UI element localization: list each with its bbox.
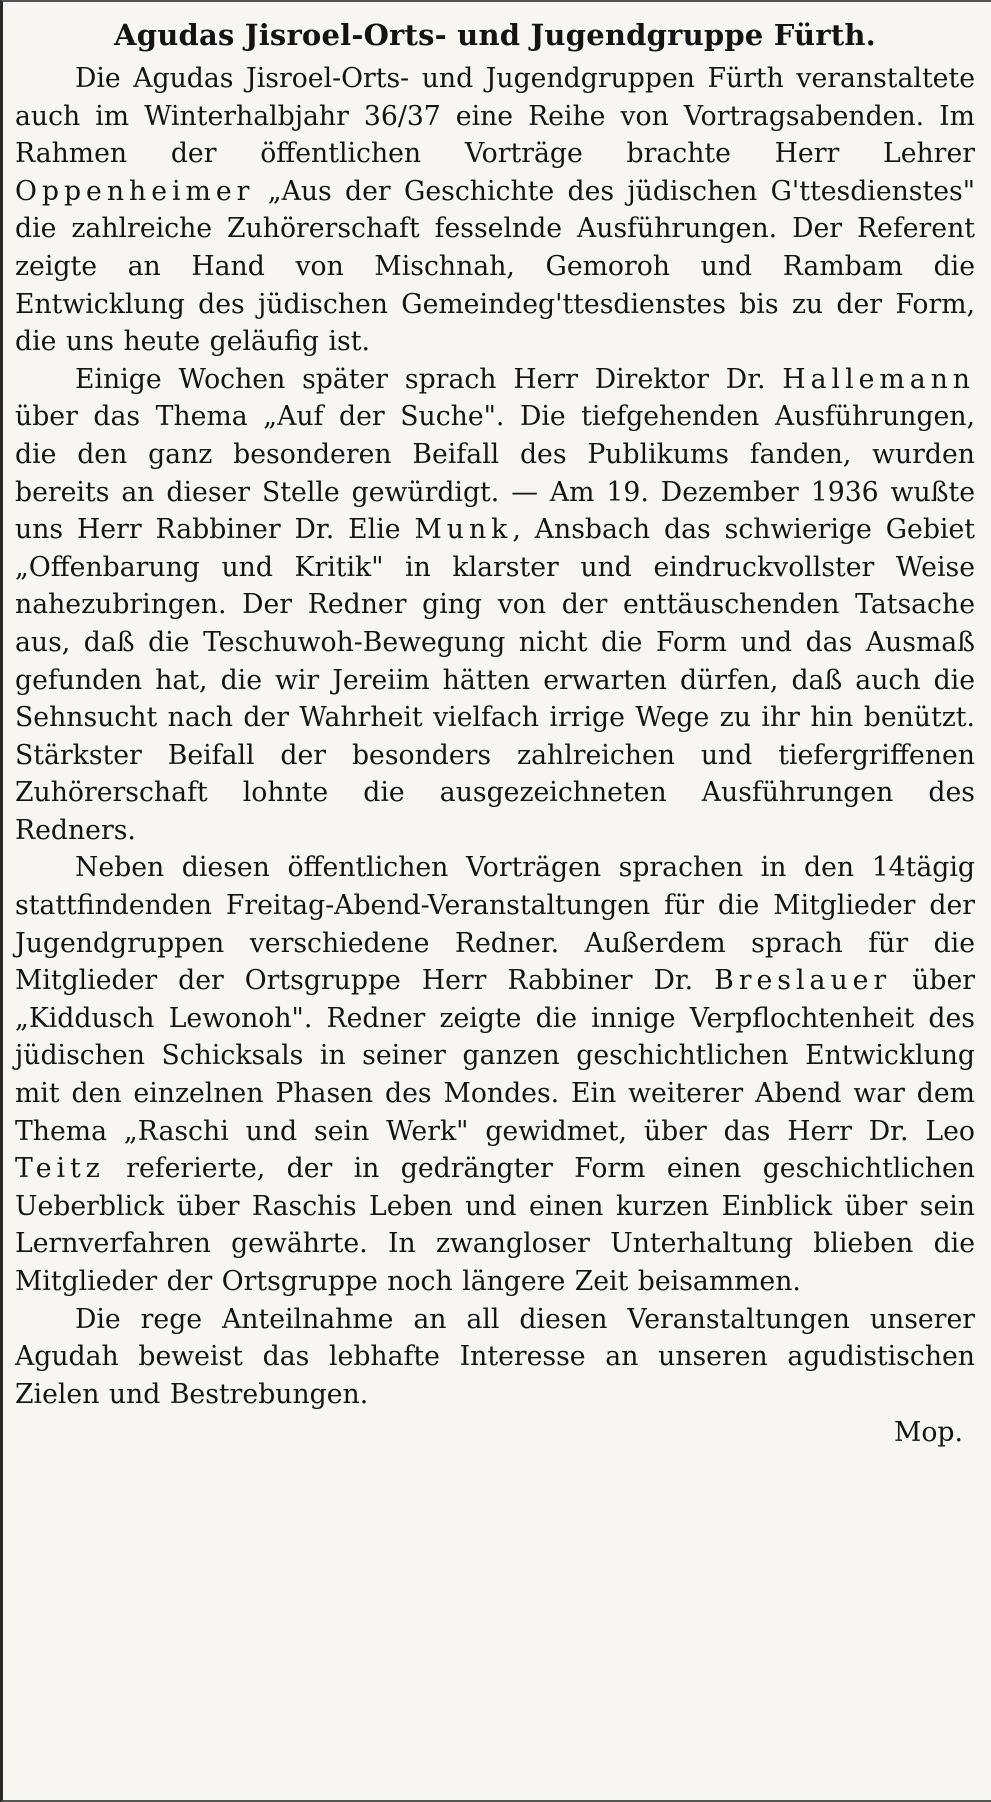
- paragraph-text: Neben diesen öffentlichen Vorträgen sprachen in den 14tägig stattfindenden Freitag-Abend-Veranstaltungen für die Mitglieder der Jugendgruppen verschiedene Redner. Außerdem sprach für die Mitglieder der Ortsgruppe Herr Rabbiner Dr.: [15, 852, 975, 997]
- article-headline: Agudas Jisroel-Orts- und Jugendgruppe Fürth.: [114, 18, 876, 52]
- paragraph-text: Die rege Anteilnahme an all diesen Veranstaltungen unserer Agudah beweist das lebhafte Interesse an unseren agudistischen Zielen und Bestrebungen.: [15, 1303, 975, 1410]
- speaker-name-teitz: Teitz: [15, 1153, 105, 1185]
- article-paragraph-2: [15, 361, 975, 850]
- paragraph-text: über „Kiddusch Lewonoh". Redner zeigte die innige Verpflochtenheit des jüdischen Schicksals in seiner ganzen geschichtlichen Entwicklung mit den einzelnen Phasen des Mondes. Ein weiterer Abend war dem Thema „Raschi und sein Werk" gewidmet, über das Herr Dr. Leo: [15, 965, 975, 1147]
- author-signature: Mop.: [894, 1417, 963, 1449]
- speaker-name-breslauer: Breslauer: [714, 965, 892, 997]
- paragraph-text: , Ansbach das schwierige Gebiet „Offenbarung und Kritik" in klarster und eindruckvollster Weise nahezubringen. Der Redner ging von der enttäuschenden Tatsache aus, daß die Teschuwoh-Bewegung nicht die Form und das Ausmaß gefunden hat, die wir Jereiim hätten erwarten dürfen, daß auch die Sehnsucht nach der Wahrheit vielfach irrige Wege zu ihr hin benützt. Stärkster Beifall der besonders zahlreichen und tiefergriffenen Zuhörerschaft lohnte die ausgezeichneten Ausführungen des Redners.: [15, 514, 975, 846]
- paragraph-text: Einige Wochen später sprach Herr Direktor Dr.: [75, 363, 783, 395]
- article-paragraph-3: [15, 849, 975, 1300]
- speaker-name-munk: Munk: [414, 514, 513, 546]
- paragraph-text: „Aus der Geschichte des jüdischen G'ttesdienstes" die zahlreiche Zuhörerschaft fesselnde Ausführungen. Der Referent zeigte an Hand von Mischnah, Gemoroh und Rambam die Entwicklung des jüdischen Gemeindeg'ttesdienstes bis zu der Form, die uns heute geläufig ist.: [15, 175, 975, 358]
- paragraph-text: Die Agudas Jisroel-Orts- und Jugendgruppen Fürth veranstaltete auch im Winterhalbjahr 36/37 eine Reihe von Vortragsabenden. Im Rahmen der öffentlichen Vorträge brachte Herr Lehrer: [15, 63, 975, 170]
- paragraph-text: über das Thema „Auf der Suche". Die tiefgehenden Ausführungen, die den ganz besonderen Beifall des Publikums fanden, wurden bereits an dieser Stelle gewürdigt. — Am 19. Dezember 1936 wußte uns Herr Rabbiner Dr. Elie: [15, 401, 975, 546]
- article-paragraph-4: [15, 1301, 975, 1414]
- speaker-name-oppenheimer: Oppenheimer: [15, 175, 255, 207]
- speaker-name-hallemann: Hallemann: [782, 363, 975, 395]
- paragraph-text: referierte, der in gedrängter Form einen geschichtlichen Ueberblick über Raschis Leben und einen kurzen Einblick über sein Lernverfahren gewährte. In zwangloser Unterhaltung blieben die Mitglieder der Ortsgruppe noch längere Zeit beisammen.: [15, 1153, 975, 1297]
- article-paragraph-1: [15, 60, 975, 361]
